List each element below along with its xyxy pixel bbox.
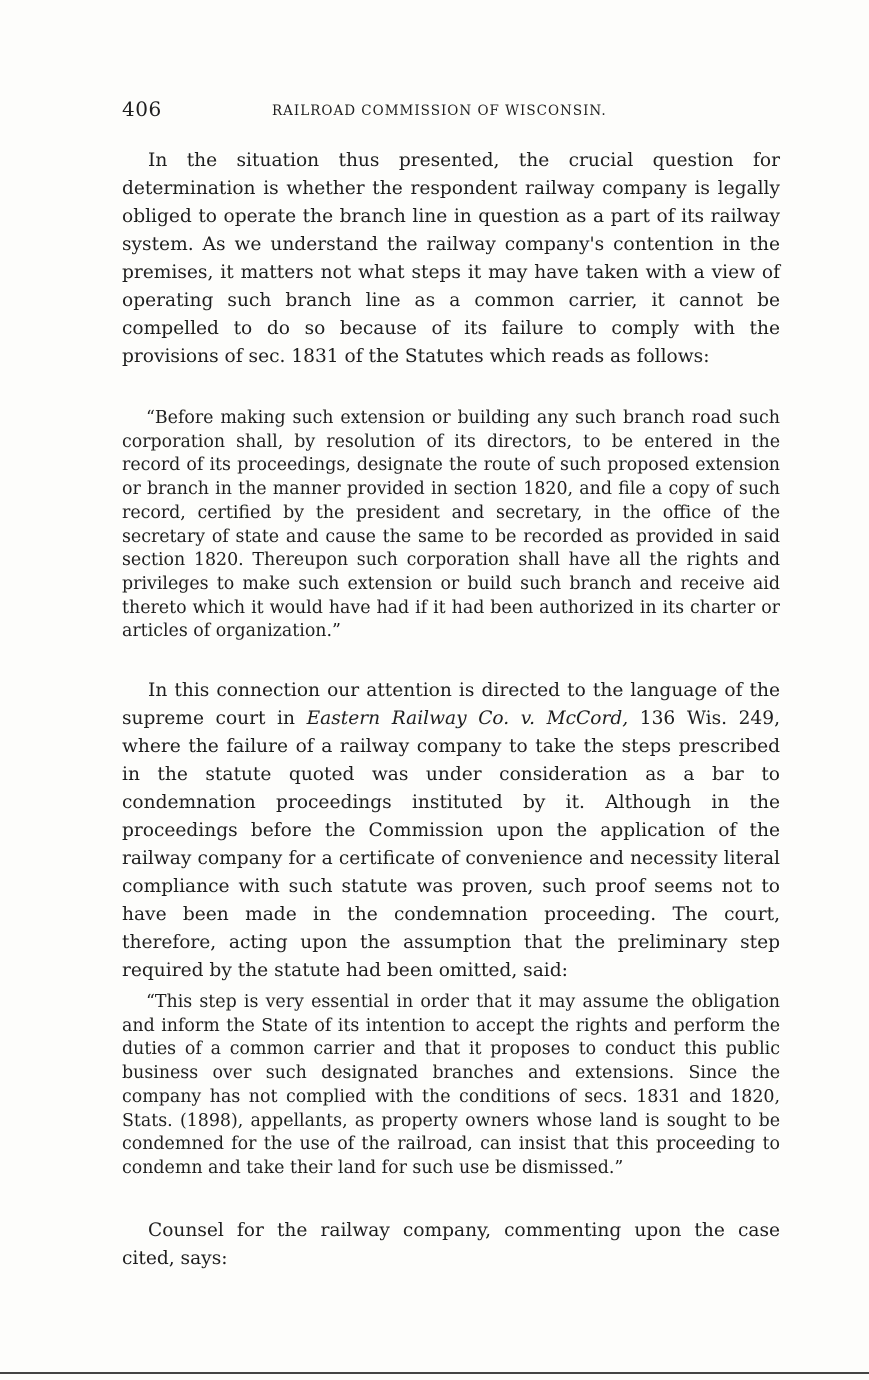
paragraph-3: Counsel for the railway company, commenting upon the case cited, says: <box>122 1220 780 1269</box>
running-head: RAILROAD COMMISSION OF WISCONSIN. <box>272 103 607 119</box>
paragraph-2-before-case: In this connection our attention is directed to the language of the supreme court in <box>122 680 780 729</box>
page-number: 406 <box>122 97 162 121</box>
paragraph-2-after-case: 136 Wis. 249, where the failure of a railway company to take the steps prescribed in the statute quoted was under consideration as a bar to condemnation proceedings instituted by it. Although in the proceedings before the Commission upon the application of the railway company for a certificate of convenience and necessity literal compliance with such statute was proven, such proof seems not to have been made in the condemnation proceeding. The court, therefore, acting upon the assumption that the preliminary step required by the statute had been omitted, said: <box>122 708 781 981</box>
page-header <box>122 97 782 127</box>
statute-quote: “Before making such extension or building any such branch road such corporation shall, by resolution of its directors, to be entered in the record of its proceedings, designate the route of such proposed extension or branch in the manner provided in section 1820, and file a copy of such record, certified by the president and secretary, in the office of the secretary of state and cause the same to be recorded as provided in said section 1820. Thereupon such corporation shall have all the rights and privileges to make such extension or build such branch and receive aid thereto which it would have had if it had been authorized in its charter or articles of organization.” <box>122 408 780 642</box>
paragraph-1: In the situation thus presented, the crucial question for determination is whether the respondent railway company is legally obliged to operate the branch line in question as a part of its railway system. As we understand the railway company's contention in the premises, it matters not what steps it may have taken with a view of operating such branch line as a common carrier, it cannot be compelled to do so because of its failure to comply with the provisions of sec. 1831 of the Statutes which reads as follows: <box>122 150 780 367</box>
case-citation: Eastern Railway Co. v. McCord, <box>306 708 629 729</box>
court-quote: “This step is very essential in order that it may assume the obligation and inform the State of its intention to accept the rights and perform the duties of a common carrier and that it proposes to conduct this public business over such designated branches and extensions. Since the company has not complied with the conditions of secs. 1831 and 1820, Stats. (1898), appellants, as property owners whose land is sought to be condemned for the use of the railroad, can insist that this proceeding to condemn and take their land for such use be dismissed.” <box>122 992 780 1178</box>
paragraph-2 <box>122 677 780 985</box>
page-bottom-rule <box>0 1372 869 1374</box>
